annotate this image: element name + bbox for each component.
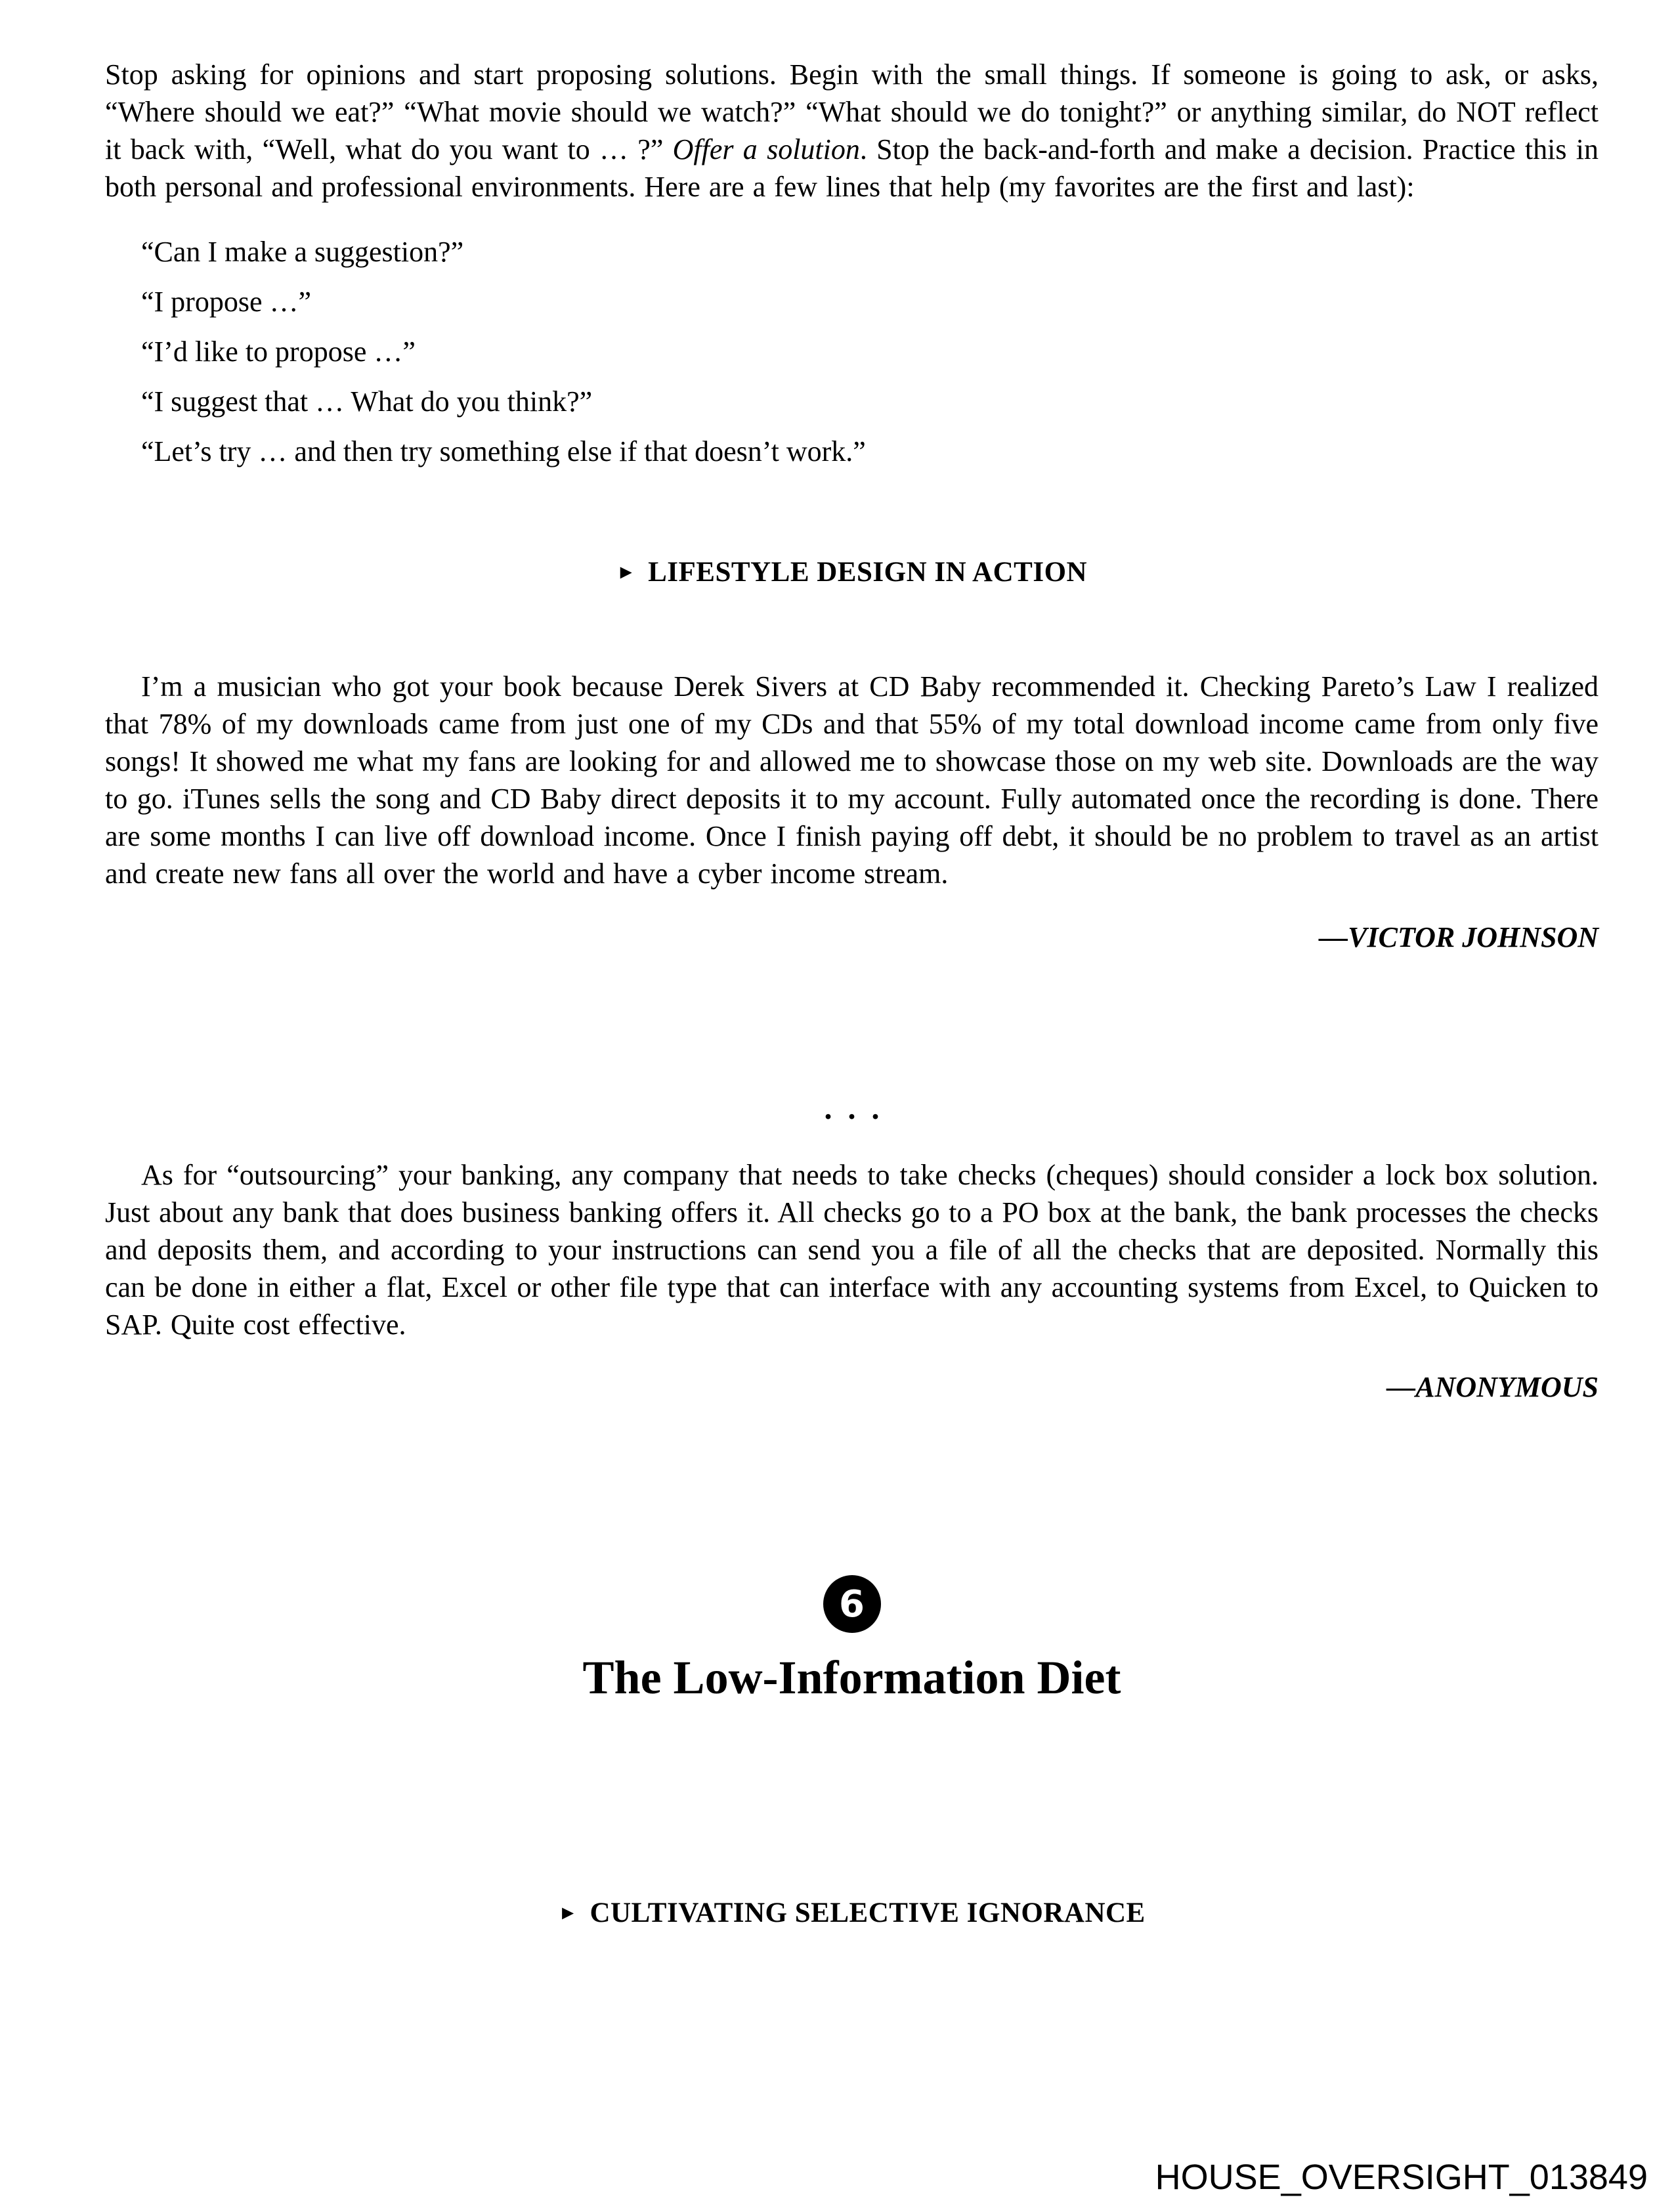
quote-line: “I suggest that … What do you think?”	[141, 385, 593, 418]
quote-line: “Can I make a suggestion?”	[141, 236, 464, 268]
attribution-victor: —VICTOR JOHNSON	[1319, 921, 1599, 953]
intro-text-before: Stop asking for opinions and start proposing solutions. Begin with the small things. If someone is going to ask, or asks, “Where should we eat?” “What movie should we watch?” “What should we do tonight?” or anything similar, do NOT reflect it back with, “Well, what do you want to … ?”	[105, 58, 1599, 165]
intro-paragraph	[105, 56, 1599, 206]
suggestion-lines-list	[105, 227, 1599, 477]
right-pointer-icon: ►	[616, 561, 637, 583]
bates-number: HOUSE_OVERSIGHT_013849	[1155, 2158, 1648, 2197]
right-pointer-icon: ►	[558, 1902, 578, 1924]
attribution-anonymous: —ANONYMOUS	[1386, 1371, 1599, 1403]
italic-phrase: Offer a solution	[672, 133, 860, 165]
chapter-number-badge: 6	[823, 1575, 881, 1633]
testimonial-anonymous: As for “outsourcing” your banking, any company that needs to take checks (cheques) should consider a lock box solution. Just about any bank that does business banking offers it. All checks go to a PO box at the bank, the bank processes the checks and deposits them, and according to your instructions can send you a file of all the checks that are deposited. Normally this can be done in either a flat, Excel or other file type that can interface with any accounting systems from Excel, to Quicken to SAP. Quite cost effective.	[105, 1159, 1599, 1341]
section-separator-dots: ...	[824, 1091, 895, 1126]
section-header-lifestyle	[105, 553, 1599, 594]
quote-line: “Let’s try … and then try something else if that doesn’t work.”	[141, 435, 866, 467]
intro-text-after: . Stop the back-and-forth and make a decision. Practice this in both personal and professional environments. Here are a few lines that help (my favorites are the first and last):	[105, 133, 1599, 203]
testimonial-victor: I’m a musician who got your book because Derek Sivers at CD Baby recommended it. Checking Pareto’s Law I realized that 78% of my downloads came from just one of my CDs and that 55% of my total download income came from only five songs! It showed me what my fans are looking for and allowed me to showcase those on my web site. Downloads are the way to go. iTunes sells the song and CD Baby direct deposits it to my account. Fully automated once the recording is done. There are some months I can live off download income. Once I finish paying off debt, it should be no problem to travel as an artist and create new fans all over the world and have a cyber income stream.	[105, 670, 1599, 890]
section-header-label: CULTIVATING SELECTIVE IGNORANCE	[590, 1898, 1146, 1928]
section-header-label: LIFESTYLE DESIGN IN ACTION	[648, 557, 1088, 588]
section-header-cultivating	[105, 1894, 1599, 1934]
quote-line: “I propose …”	[141, 286, 312, 318]
chapter-title: The Low-Information Diet	[582, 1651, 1121, 1704]
quote-line: “I’d like to propose …”	[141, 336, 416, 368]
